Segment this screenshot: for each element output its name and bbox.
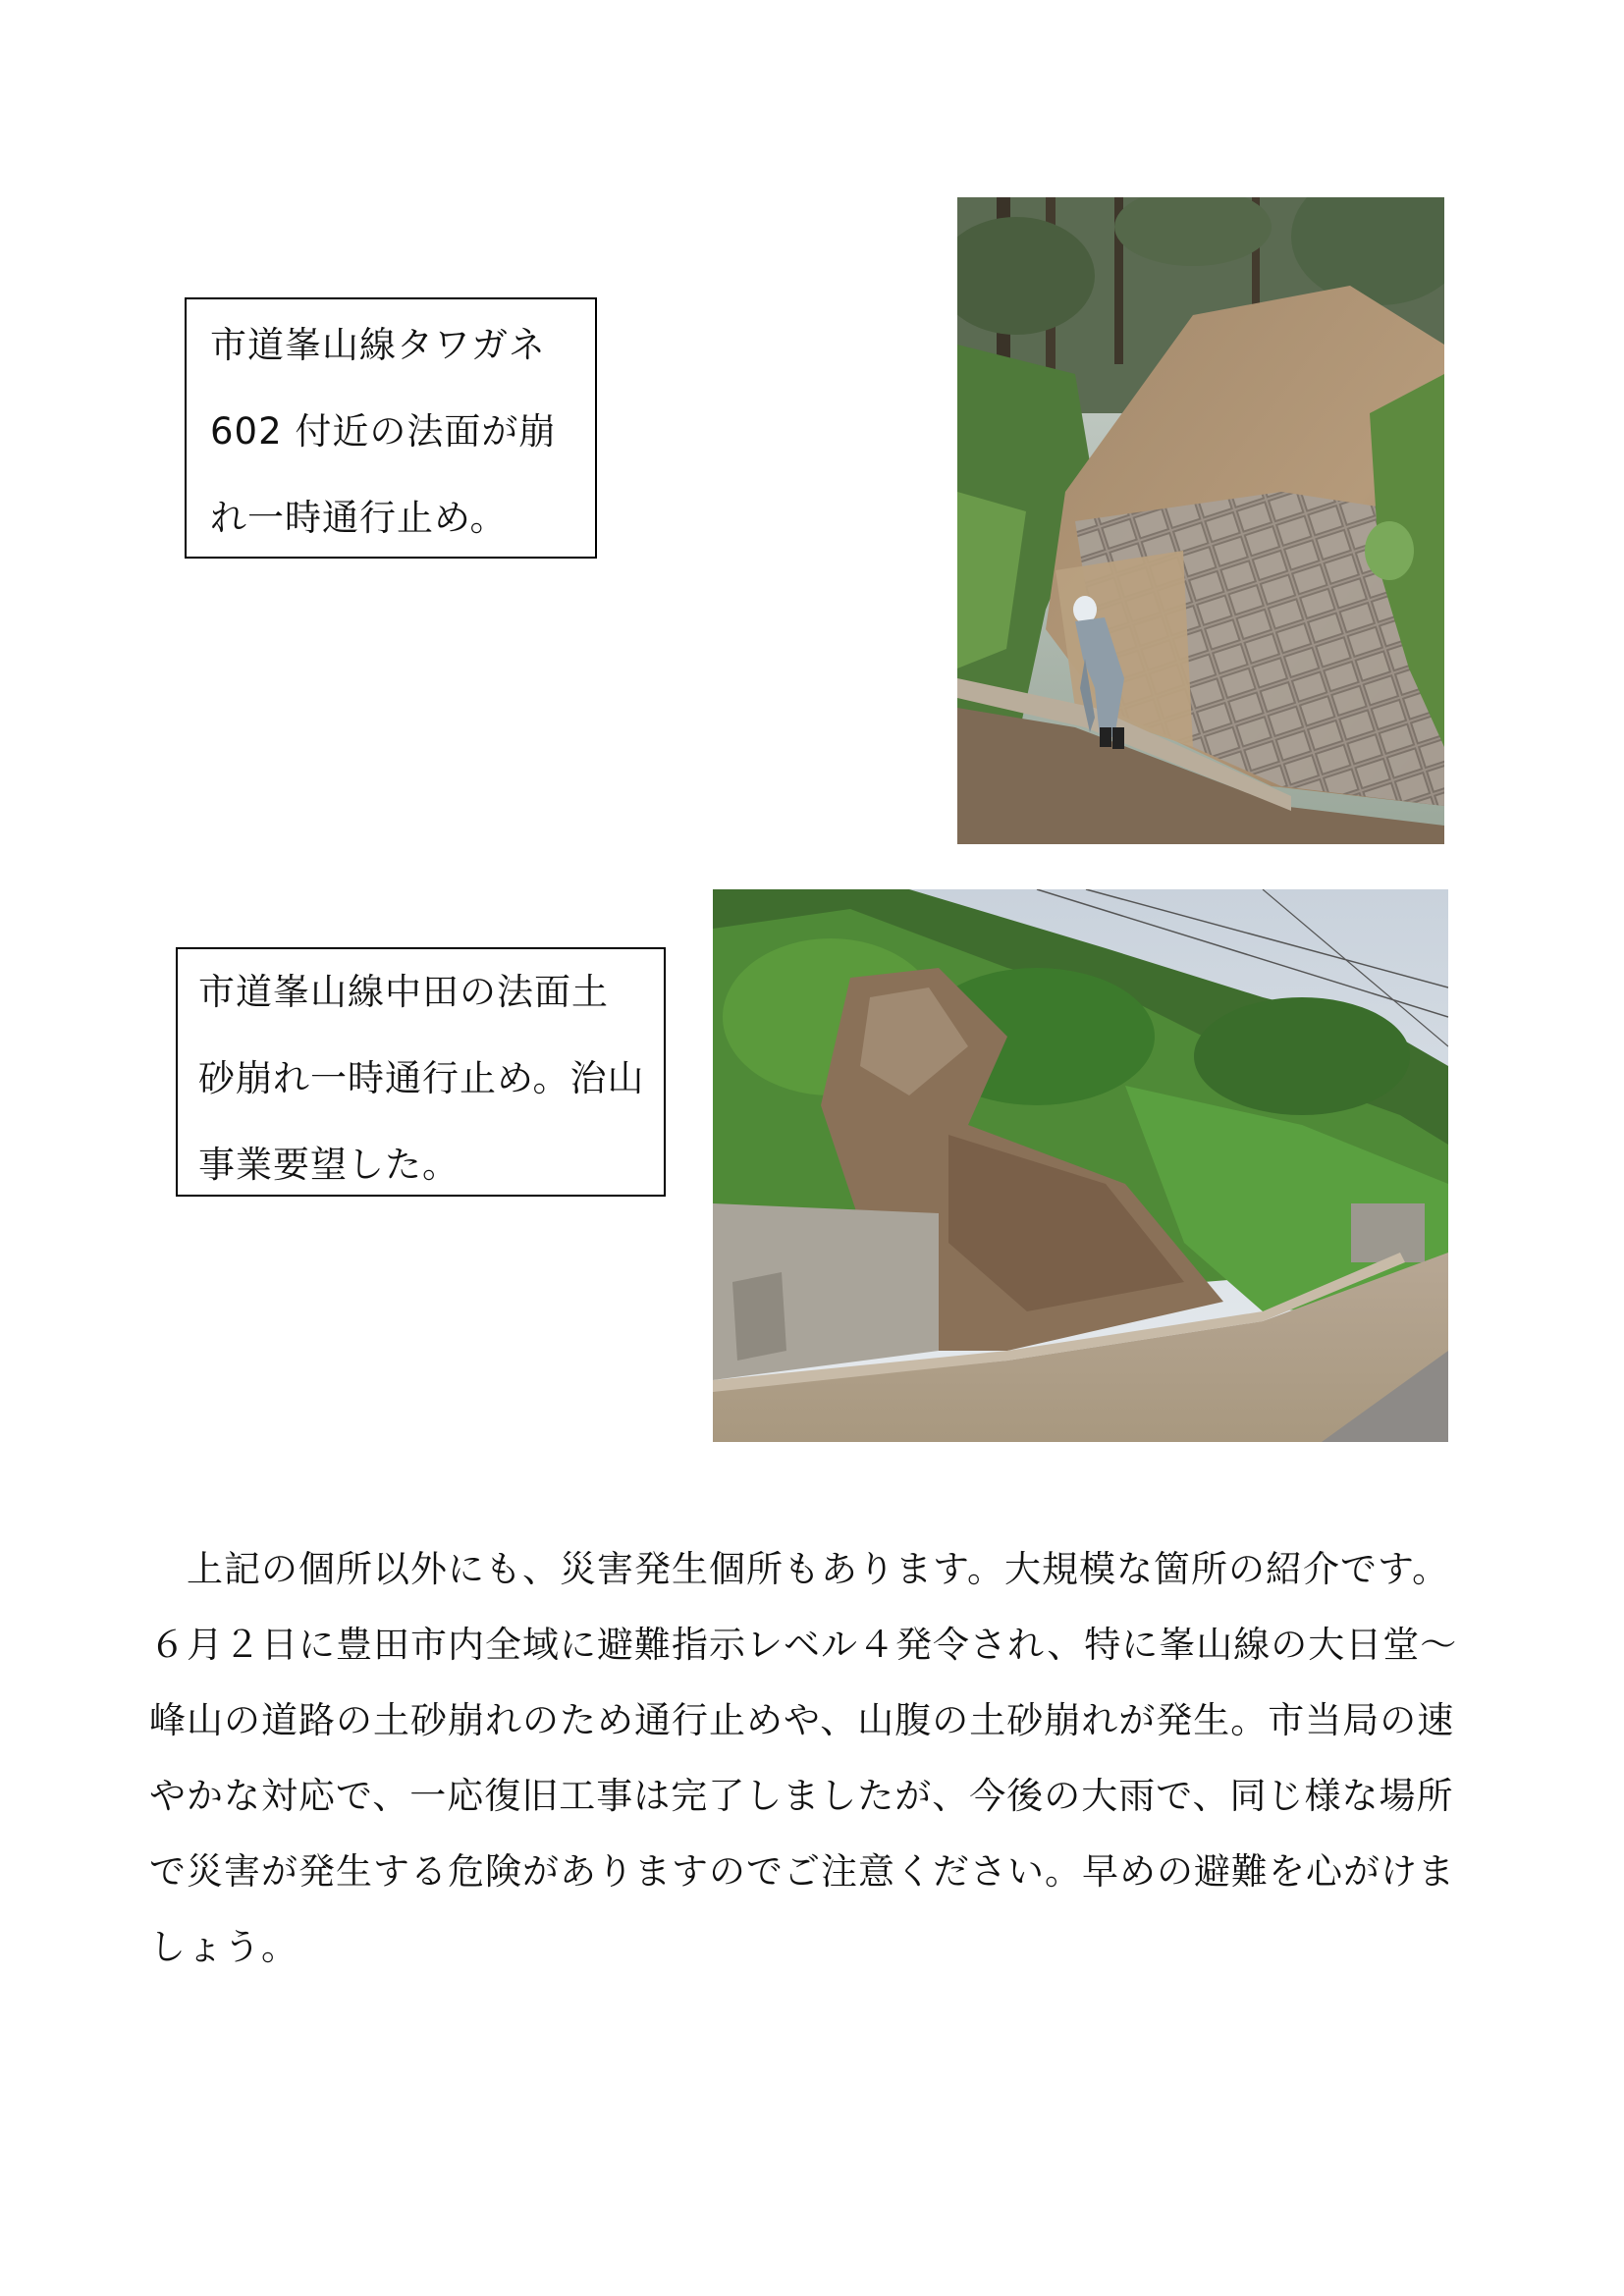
body-line: 峰山の道路の土砂崩れのため通行止めや、山腹の土砂崩れが発生。市当局の速 [149,1699,1455,1741]
body-line: ６月２日に豊田市内全域に避難指示レベル４発令され、特に峯山線の大日堂～ [149,1624,1458,1666]
body-line: やかな対応で、一応復旧工事は完了しましたが、今後の大雨で、同じ様な場所 [149,1775,1454,1817]
body-line: で災害が発生する危険がありますのでご注意ください。早めの避難を心がけま [149,1850,1455,1893]
caption-box-tawagane [185,297,597,559]
landslide-photo-nakata [713,889,1448,1442]
caption-line: 市道峯山線タワガネ [210,324,546,366]
caption-line: 市道峯山線中田の法面土 [198,971,609,1013]
landslide-photo-tawagane [957,197,1444,844]
caption-line: 事業要望した。 [198,1144,460,1186]
body-line: 上記の個所以外にも、災害発生個所もあります。大規模な箇所の紹介です。 [149,1548,1450,1590]
body-paragraph [149,1531,1494,1985]
caption-line: 砂崩れ一時通行止め。治山 [198,1057,645,1099]
caption-line: れ一時通行止め。 [210,497,508,539]
caption-line: 602 付近の法面が崩 [210,410,557,453]
caption-box-nakata [176,947,666,1197]
body-line: しょう。 [149,1926,298,1968]
